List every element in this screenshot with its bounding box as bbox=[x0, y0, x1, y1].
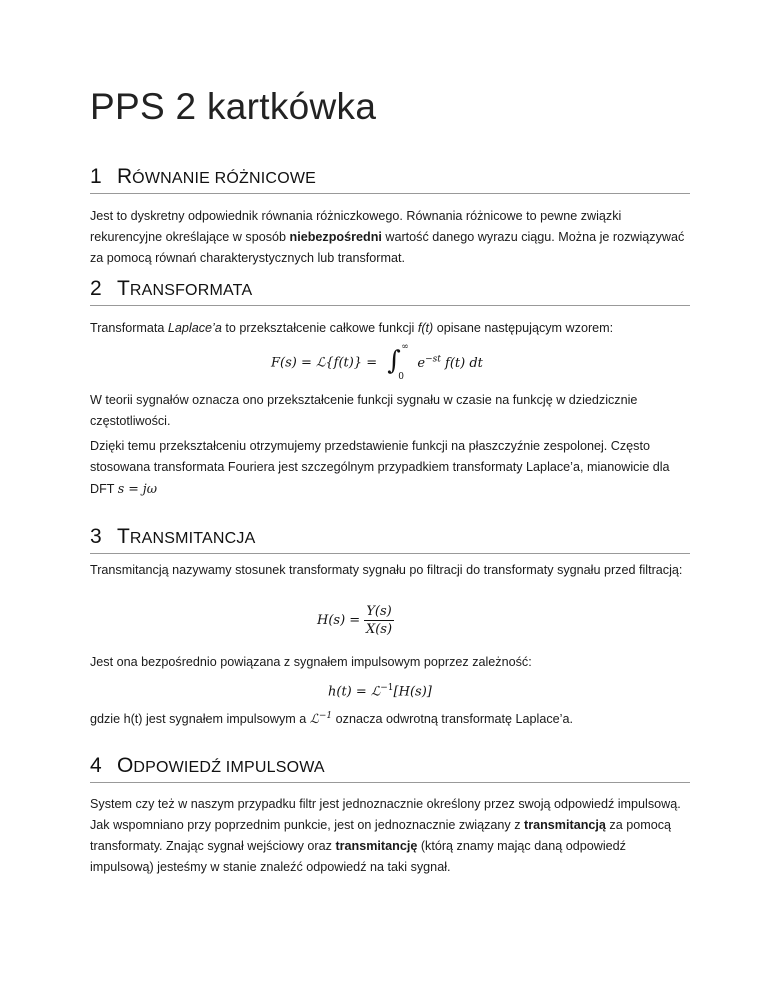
bold-term: transmitancję bbox=[335, 839, 418, 853]
section-3-paragraph-3: gdzie h(t) jest sygnałem impulsowym a ℒ$^{-1}$ oznacza odwrotną transformatę Laplace’a. bbox=[90, 711, 573, 727]
transmittance-formula: H(s) = $\frac{Y(s)}{X(s)}$ bbox=[317, 604, 393, 637]
section-1-paragraph: Jest to dyskretny odpowiednik równania różniczkowego. Równania różnicowe to pewne związki rekurencyjne określające w sposób niebezpośredni wartość danego wyrazu ciągu. Można je rozwiązywać za pomocą równań charakterystycznych lub transformat. bbox=[90, 209, 685, 265]
section-3-heading: 3 TRANSMITANCJA bbox=[90, 522, 690, 554]
section-number: 2 bbox=[90, 277, 102, 300]
section-2-heading: 2 TRANSFORMATA bbox=[90, 274, 690, 306]
section-4-paragraph: System czy też w naszym przypadku filtr jest jednoznacznie określony przez swoją odpowiedź impulsową. Jak wspomniano przy poprzednim punkcie, jest on jednoznacznie związany z transmitancją za pomocą transformaty. Znając sygnał wejściowy oraz transmitancję (którą znamy mając daną odpowiedź impulsową) jesteśmy w stanie znaleźć odpowiedź na taki sygnał. bbox=[90, 797, 681, 874]
integral-sign: ∫ bbox=[387, 346, 401, 376]
bold-term: niebezpośredni bbox=[289, 230, 382, 244]
section-number: 4 bbox=[90, 754, 102, 777]
section-2-intro: Transformata Laplace’a to przekształcenie całkowe funkcji f(t) opisane następującym wzorem: bbox=[90, 321, 614, 335]
integral-upper-limit: ∞ bbox=[401, 342, 409, 352]
laplace-formula: F(s) = ℒ{f(t)} = ∫ ∞ 0 $e^{-st}$ f(t) dt bbox=[271, 342, 483, 382]
fraction: $\frac{Y(s)}{X(s)}$ bbox=[365, 604, 393, 637]
integral-lower-limit: 0 bbox=[398, 372, 404, 382]
section-4-heading: 4 ODPOWIEDŹ IMPULSOWA bbox=[90, 751, 690, 783]
inverse-laplace-formula: h(t) = ℒ$^{-1}$[H(s)] bbox=[328, 683, 432, 700]
section-number: 1 bbox=[90, 165, 102, 188]
document-title: PPS 2 kartkówka bbox=[90, 86, 377, 127]
section-number: 3 bbox=[90, 525, 102, 548]
bold-term: transmitancją bbox=[524, 818, 606, 832]
section-3-paragraph-2: Jest ona bezpośrednio powiązana z sygnałem impulsowym poprzez zależność: bbox=[90, 655, 532, 669]
section-2-paragraph-1: W teorii sygnałów oznacza ono przekształcenie funkcji sygnału w czasie na funkcję w dziedzicznie częstotliwości. bbox=[90, 393, 638, 428]
section-2-paragraph-2: Dzięki temu przekształceniu otrzymujemy przedstawienie funkcji na płaszczyźnie zespolonej. Często stosowana transformata Fouriera jest szczególnym przypadkiem transformaty Laplace’a, mianowicie dla DFT s = jω bbox=[90, 439, 670, 496]
section-3-paragraph-1: Transmitancją nazywamy stosunek transformaty sygnału po filtracji do transformaty sygnału przed filtracją: bbox=[90, 563, 683, 577]
section-1-heading: 1 RÓWNANIE RÓŻNICOWE bbox=[90, 162, 690, 194]
